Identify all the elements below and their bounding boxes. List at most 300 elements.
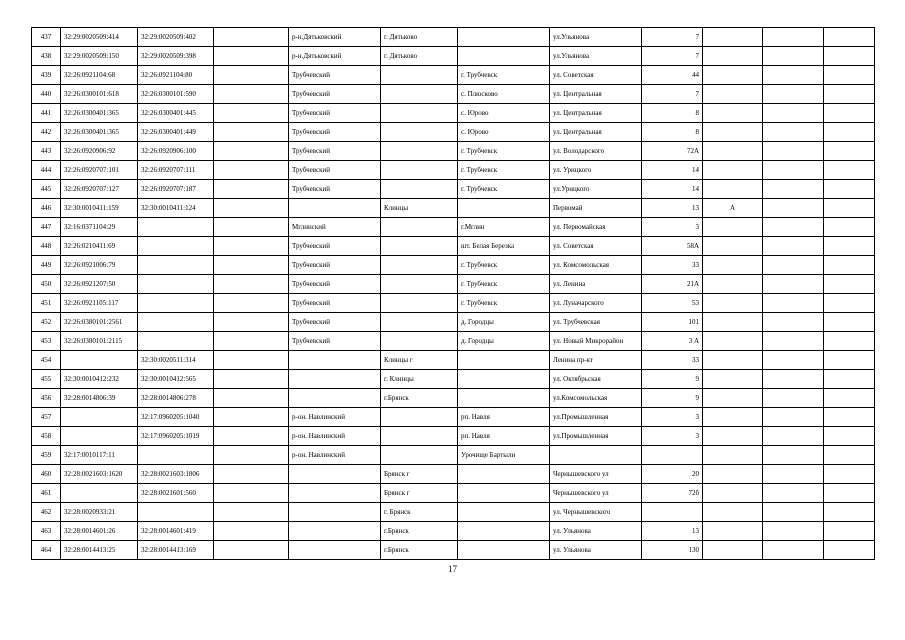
cell-cadastral-number: 32:16:0371104:29 [61, 218, 138, 237]
cell-street: Ленина пр-кт [550, 351, 642, 370]
cell-extra [824, 199, 875, 218]
cell-extra [824, 85, 875, 104]
cell-cadastral-number: 32:26:0300101:618 [61, 85, 138, 104]
cell-row-number: 438 [32, 47, 61, 66]
cell-apartment [763, 370, 824, 389]
cell-building-cadastral-number: 32:28:0021603:1806 [138, 465, 214, 484]
cell-house: 14 [642, 161, 703, 180]
cell-apartment [763, 104, 824, 123]
cell-row-number: 461 [32, 484, 61, 503]
cell-cadastral-number: 32:28:0014806:39 [61, 389, 138, 408]
cell-empty-column [214, 408, 289, 427]
cell-empty-column [214, 256, 289, 275]
cell-corpus [703, 484, 763, 503]
cell-district: Трубчевский [289, 161, 381, 180]
cell-settlement: с. Юрово [458, 123, 550, 142]
cell-apartment [763, 180, 824, 199]
cell-house: 3 [642, 408, 703, 427]
cell-street [550, 446, 642, 465]
cell-empty-column [214, 85, 289, 104]
cell-settlement: шт. Белая Березка [458, 237, 550, 256]
cell-settlement: д. Городцы [458, 332, 550, 351]
cell-extra [824, 370, 875, 389]
cell-city: Клинцы [381, 199, 458, 218]
cell-house: 33 [642, 256, 703, 275]
cell-settlement: г. Трубчевск [458, 66, 550, 85]
cell-extra [824, 484, 875, 503]
cell-corpus [703, 389, 763, 408]
cell-building-cadastral-number [138, 503, 214, 522]
cell-house: 130 [642, 541, 703, 560]
cell-house: 9 [642, 370, 703, 389]
cell-settlement [458, 199, 550, 218]
cell-row-number: 449 [32, 256, 61, 275]
cell-street: ул. Луначарского [550, 294, 642, 313]
cell-apartment [763, 294, 824, 313]
cell-apartment [763, 161, 824, 180]
cell-district: Трубчевский [289, 66, 381, 85]
cell-building-cadastral-number: 32:28:0014601:419 [138, 522, 214, 541]
cell-corpus [703, 180, 763, 199]
cell-house: 7 [642, 28, 703, 47]
table-row [32, 370, 875, 389]
cell-row-number: 464 [32, 541, 61, 560]
cell-settlement: Урочище Бартыли [458, 446, 550, 465]
cell-empty-column [214, 389, 289, 408]
cell-building-cadastral-number: 32:26:0920906:100 [138, 142, 214, 161]
cell-cadastral-number [61, 408, 138, 427]
cell-building-cadastral-number [138, 218, 214, 237]
cell-extra [824, 503, 875, 522]
table-row [32, 484, 875, 503]
cell-extra [824, 218, 875, 237]
cell-row-number: 452 [32, 313, 61, 332]
cell-apartment [763, 484, 824, 503]
cell-building-cadastral-number: 32:26:0300101:590 [138, 85, 214, 104]
cell-city [381, 294, 458, 313]
cell-extra [824, 104, 875, 123]
cell-street: ул. Урицкого [550, 161, 642, 180]
cell-corpus [703, 294, 763, 313]
cell-settlement [458, 370, 550, 389]
cell-cadastral-number: 32:30:0010411:159 [61, 199, 138, 218]
cell-corpus [703, 275, 763, 294]
cell-city: г. Дятьково [381, 47, 458, 66]
cell-extra [824, 47, 875, 66]
cell-district [289, 522, 381, 541]
cell-row-number: 460 [32, 465, 61, 484]
cell-empty-column [214, 66, 289, 85]
cell-apartment [763, 503, 824, 522]
cell-city [381, 446, 458, 465]
cell-cadastral-number: 32:30:0010412:232 [61, 370, 138, 389]
cell-building-cadastral-number: 32:28:0014806:278 [138, 389, 214, 408]
cell-street: ул. Советская [550, 66, 642, 85]
cell-house: 7 [642, 47, 703, 66]
cell-row-number: 448 [32, 237, 61, 256]
cell-house: 72А [642, 142, 703, 161]
cell-city: г. Клинцы [381, 370, 458, 389]
cell-corpus [703, 408, 763, 427]
cell-empty-column [214, 275, 289, 294]
table-row [32, 180, 875, 199]
cell-district: Трубчевский [289, 85, 381, 104]
cell-building-cadastral-number: 32:26:0300401:445 [138, 104, 214, 123]
cell-row-number: 453 [32, 332, 61, 351]
cell-apartment [763, 313, 824, 332]
cell-city [381, 161, 458, 180]
cell-row-number: 454 [32, 351, 61, 370]
cell-district [289, 389, 381, 408]
cell-apartment [763, 351, 824, 370]
cell-row-number: 455 [32, 370, 61, 389]
cell-apartment [763, 465, 824, 484]
cell-building-cadastral-number [138, 237, 214, 256]
cell-empty-column [214, 427, 289, 446]
cell-cadastral-number: 32:26:0920707:101 [61, 161, 138, 180]
cell-corpus [703, 66, 763, 85]
cell-settlement: г.Мглин [458, 218, 550, 237]
table-row [32, 275, 875, 294]
cell-street: ул. Центральная [550, 104, 642, 123]
cell-building-cadastral-number [138, 256, 214, 275]
cell-apartment [763, 47, 824, 66]
cell-city [381, 218, 458, 237]
cell-building-cadastral-number: 32:30:0010412:565 [138, 370, 214, 389]
cell-city: г. Брянск [381, 503, 458, 522]
table-row [32, 313, 875, 332]
cell-settlement [458, 522, 550, 541]
cell-district: Трубчевский [289, 256, 381, 275]
cell-extra [824, 66, 875, 85]
cell-settlement: г. Трубчевск [458, 161, 550, 180]
cell-apartment [763, 237, 824, 256]
cell-city [381, 332, 458, 351]
cell-corpus [703, 313, 763, 332]
cell-district: Трубчевский [289, 123, 381, 142]
cell-building-cadastral-number [138, 294, 214, 313]
cell-building-cadastral-number: 32:17:0960205:1040 [138, 408, 214, 427]
cell-cadastral-number: 32:26:0380101:2115 [61, 332, 138, 351]
cell-city: г.Брянск [381, 389, 458, 408]
cell-district: Трубчевский [289, 313, 381, 332]
cell-corpus: А [703, 199, 763, 218]
cell-empty-column [214, 351, 289, 370]
cell-settlement: г. Трубчевск [458, 142, 550, 161]
cell-row-number: 437 [32, 28, 61, 47]
cell-empty-column [214, 218, 289, 237]
cell-row-number: 462 [32, 503, 61, 522]
cell-empty-column [214, 28, 289, 47]
cell-city [381, 408, 458, 427]
cell-city [381, 142, 458, 161]
cell-cadastral-number: 32:28:0014601:26 [61, 522, 138, 541]
cell-cadastral-number: 32:17:0010117:11 [61, 446, 138, 465]
table-row [32, 465, 875, 484]
table-row [32, 408, 875, 427]
cell-settlement [458, 47, 550, 66]
cell-district [289, 370, 381, 389]
cell-cadastral-number [61, 484, 138, 503]
cell-row-number: 450 [32, 275, 61, 294]
cell-extra [824, 427, 875, 446]
cell-settlement [458, 503, 550, 522]
cell-district: Трубчевский [289, 104, 381, 123]
cell-extra [824, 446, 875, 465]
cell-street: ул. Центральная [550, 123, 642, 142]
cell-city [381, 180, 458, 199]
cell-apartment [763, 218, 824, 237]
table-row [32, 256, 875, 275]
cell-house: 72б [642, 484, 703, 503]
cell-building-cadastral-number [138, 332, 214, 351]
cell-street: ул. Ленина [550, 275, 642, 294]
cell-row-number: 446 [32, 199, 61, 218]
cell-empty-column [214, 370, 289, 389]
table-row [32, 104, 875, 123]
table-row [32, 123, 875, 142]
cell-house: 101 [642, 313, 703, 332]
cell-apartment [763, 427, 824, 446]
cell-city [381, 104, 458, 123]
cell-district: Трубчевский [289, 275, 381, 294]
cell-district [289, 351, 381, 370]
cell-street: ул. Октябрьская [550, 370, 642, 389]
cell-building-cadastral-number: 32:30:0010411:124 [138, 199, 214, 218]
cell-corpus [703, 256, 763, 275]
cell-row-number: 440 [32, 85, 61, 104]
cell-cadastral-number: 32:28:0021603:1620 [61, 465, 138, 484]
cell-extra [824, 332, 875, 351]
cell-corpus [703, 465, 763, 484]
table-row [32, 47, 875, 66]
cell-row-number: 456 [32, 389, 61, 408]
cell-cadastral-number: 32:26:0921105:117 [61, 294, 138, 313]
cell-empty-column [214, 484, 289, 503]
cell-apartment [763, 66, 824, 85]
cell-settlement [458, 389, 550, 408]
cell-settlement: с. Юрово [458, 104, 550, 123]
cell-cadastral-number: 32:26:0300401:365 [61, 104, 138, 123]
cell-row-number: 451 [32, 294, 61, 313]
table-row [32, 503, 875, 522]
cell-street: ул. Новый Микрорайон [550, 332, 642, 351]
cell-row-number: 445 [32, 180, 61, 199]
cell-house: 33 [642, 351, 703, 370]
cell-empty-column [214, 446, 289, 465]
cell-cadastral-number: 32:26:0920707:127 [61, 180, 138, 199]
cell-empty-column [214, 522, 289, 541]
cell-settlement: рп. Навля [458, 427, 550, 446]
cell-corpus [703, 522, 763, 541]
cell-district: Трубчевский [289, 180, 381, 199]
cell-street: ул. Володарского [550, 142, 642, 161]
cell-empty-column [214, 503, 289, 522]
page-number: 17 [448, 564, 457, 574]
cell-building-cadastral-number: 32:26:0300401:449 [138, 123, 214, 142]
cell-row-number: 447 [32, 218, 61, 237]
cell-building-cadastral-number: 32:26:0920707:111 [138, 161, 214, 180]
cell-building-cadastral-number: 32:28:0021601:560 [138, 484, 214, 503]
cell-house: 21А [642, 275, 703, 294]
cell-apartment [763, 199, 824, 218]
cell-house: 14 [642, 180, 703, 199]
cell-empty-column [214, 332, 289, 351]
registry-table [31, 27, 875, 560]
cell-street: ул.Комсомольская [550, 389, 642, 408]
cell-district: р-н.Дятьковский [289, 47, 381, 66]
cell-apartment [763, 541, 824, 560]
cell-building-cadastral-number [138, 313, 214, 332]
cell-city: г. Дятьково [381, 28, 458, 47]
cell-apartment [763, 142, 824, 161]
cell-district: р-он. Навлинский [289, 446, 381, 465]
cell-extra [824, 294, 875, 313]
cell-city: Брянск г [381, 465, 458, 484]
cell-corpus [703, 237, 763, 256]
cell-row-number: 439 [32, 66, 61, 85]
cell-house: 3 А [642, 332, 703, 351]
cell-empty-column [214, 123, 289, 142]
cell-corpus [703, 541, 763, 560]
cell-corpus [703, 332, 763, 351]
cell-district: Мглинский [289, 218, 381, 237]
cell-house: 3 [642, 218, 703, 237]
cell-settlement: рп. Навля [458, 408, 550, 427]
cell-settlement: г. Трубчевск [458, 180, 550, 199]
cell-house: 20 [642, 465, 703, 484]
cell-cadastral-number: 32:26:0921006:79 [61, 256, 138, 275]
cell-building-cadastral-number: 32:29:0020509:398 [138, 47, 214, 66]
cell-corpus [703, 446, 763, 465]
cell-house: 3 [642, 427, 703, 446]
cell-empty-column [214, 161, 289, 180]
cell-street: Первомай [550, 199, 642, 218]
cell-district [289, 503, 381, 522]
cell-street: ул.Промышленная [550, 408, 642, 427]
cell-settlement [458, 484, 550, 503]
cell-city: Клинцы г [381, 351, 458, 370]
cell-corpus [703, 28, 763, 47]
cell-district [289, 484, 381, 503]
cell-city: г.Брянск [381, 522, 458, 541]
cell-apartment [763, 85, 824, 104]
cell-row-number: 457 [32, 408, 61, 427]
cell-apartment [763, 389, 824, 408]
cell-street: ул.Промышленная [550, 427, 642, 446]
cell-district [289, 541, 381, 560]
cell-empty-column [214, 313, 289, 332]
cell-city [381, 66, 458, 85]
cell-district: р-он. Навлинский [289, 427, 381, 446]
cell-extra [824, 123, 875, 142]
cell-corpus [703, 85, 763, 104]
cell-extra [824, 256, 875, 275]
cell-apartment [763, 256, 824, 275]
table-row [32, 332, 875, 351]
cell-cadastral-number: 32:26:0921207:50 [61, 275, 138, 294]
cell-empty-column [214, 104, 289, 123]
cell-building-cadastral-number [138, 446, 214, 465]
cell-cadastral-number: 32:29:0020509:414 [61, 28, 138, 47]
cell-building-cadastral-number: 32:30:0020511:314 [138, 351, 214, 370]
cell-row-number: 463 [32, 522, 61, 541]
cell-city [381, 313, 458, 332]
table-row [32, 427, 875, 446]
cell-house: 8 [642, 123, 703, 142]
cell-extra [824, 180, 875, 199]
table-row [32, 85, 875, 104]
table-row [32, 218, 875, 237]
cell-street: ул.Ульянова [550, 47, 642, 66]
cell-settlement [458, 541, 550, 560]
cell-city [381, 256, 458, 275]
cell-building-cadastral-number: 32:26:0921104:80 [138, 66, 214, 85]
cell-house: 8 [642, 104, 703, 123]
cell-corpus [703, 427, 763, 446]
cell-empty-column [214, 142, 289, 161]
cell-building-cadastral-number [138, 275, 214, 294]
cell-city [381, 427, 458, 446]
cell-house: 7 [642, 85, 703, 104]
cell-apartment [763, 332, 824, 351]
cell-extra [824, 541, 875, 560]
cell-district: Трубчевский [289, 294, 381, 313]
cell-city: Брянск г [381, 484, 458, 503]
table-body [32, 28, 875, 560]
cell-corpus [703, 370, 763, 389]
cell-city [381, 275, 458, 294]
cell-house: 58А [642, 237, 703, 256]
cell-district: Трубчевский [289, 237, 381, 256]
cell-building-cadastral-number: 32:26:0920707:187 [138, 180, 214, 199]
cell-corpus [703, 161, 763, 180]
cell-row-number: 442 [32, 123, 61, 142]
cell-house: 53 [642, 294, 703, 313]
cell-apartment [763, 408, 824, 427]
cell-row-number: 444 [32, 161, 61, 180]
table-row [32, 389, 875, 408]
cell-cadastral-number: 32:26:0921104:68 [61, 66, 138, 85]
cell-apartment [763, 446, 824, 465]
table-row [32, 541, 875, 560]
table-row [32, 142, 875, 161]
cell-house [642, 503, 703, 522]
cell-street: ул.Ульянова [550, 28, 642, 47]
cell-settlement [458, 465, 550, 484]
cell-street: ул. Центральная [550, 85, 642, 104]
cell-extra [824, 408, 875, 427]
cell-settlement: д. Городцы [458, 313, 550, 332]
cell-house: 13 [642, 199, 703, 218]
cell-extra [824, 389, 875, 408]
cell-cadastral-number: 32:29:0020509:150 [61, 47, 138, 66]
cell-apartment [763, 28, 824, 47]
cell-street: ул. Ульянова [550, 541, 642, 560]
cell-row-number: 459 [32, 446, 61, 465]
table-row [32, 199, 875, 218]
cell-cadastral-number: 32:28:0014413:25 [61, 541, 138, 560]
table-row [32, 161, 875, 180]
table-row [32, 351, 875, 370]
table-row [32, 294, 875, 313]
cell-empty-column [214, 199, 289, 218]
cell-row-number: 443 [32, 142, 61, 161]
cell-district: р-он. Навлинский [289, 408, 381, 427]
cell-extra [824, 275, 875, 294]
cell-corpus [703, 123, 763, 142]
cell-district: Трубчевский [289, 142, 381, 161]
